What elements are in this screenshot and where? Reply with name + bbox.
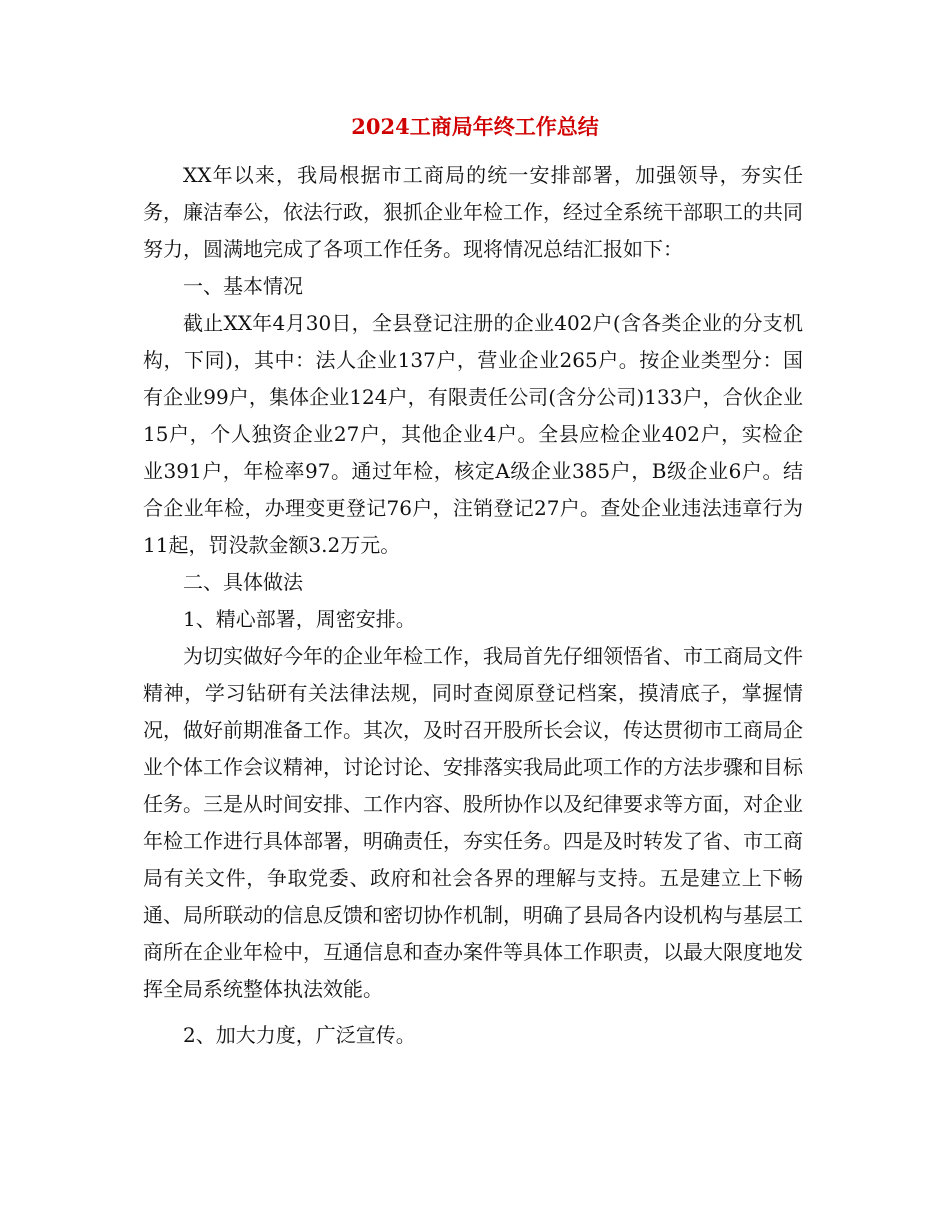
paragraph-intro: XX年以来，我局根据市工商局的统一安排部署，加强领导，夯实任务，廉洁奉公，依法行政，狠抓企业年检工作，经过全系统干部职工的共同努力，圆满地完成了各项工作任务。现将情况总结汇报如下： xyxy=(143,163,803,261)
subheading-deployment: 1、精心部署，周密安排。 xyxy=(183,607,416,631)
document-body xyxy=(143,157,803,1054)
subheading-publicity: 2、加大力度，广泛宣传。 xyxy=(183,1023,416,1047)
document-title: 2024工商局年终工作总结 xyxy=(351,114,599,139)
section-heading-specific-methods: 二、具体做法 xyxy=(183,570,303,594)
paragraph-deployment: 为切实做好今年的企业年检工作，我局首先仔细领悟省、市工商局文件精神，学习钻研有关法律法规，同时查阅原登记档案，摸清底子，掌握情况，做好前期准备工作。其次，及时召开股所长会议，传达贯彻市工商局企业个体工作会议精神，讨论讨论、安排落实我局此项工作的方法步骤和目标任务。三是从时间安排、工作内容、股所协作以及纪律要求等方面，对企业年检工作进行具体部署，明确责任，夯实任务。四是及时转发了省、市工商局有关文件，争取党委、政府和社会各界的理解与支持。五是建立上下畅通、局所联动的信息反馈和密切协作机制，明确了县局各内设机构与基层工商所在企业年检中，互通信息和查办案件等具体工作职责，以最大限度地发挥全局系统整体执法效能。 xyxy=(143,644,803,1001)
paragraph-basic-situation: 截止XX年4月30日，全县登记注册的企业402户(含各类企业的分支机构，下同)，其中：法人企业137户，营业企业265户。按企业类型分：国有企业99户，集体企业124户，有限责任公司(含分公司)133户，合伙企业15户，个人独资企业27户，其他企业4户。全县应检企业402户，实检企业391户，年检率97。通过年检，核定A级企业385户，B级企业6户。结合企业年检，办理变更登记76户，注销登记27户。查处企业违法违章行为11起，罚没款金额3.2万元。 xyxy=(143,311,803,557)
section-heading-basic-situation: 一、基本情况 xyxy=(183,274,303,298)
